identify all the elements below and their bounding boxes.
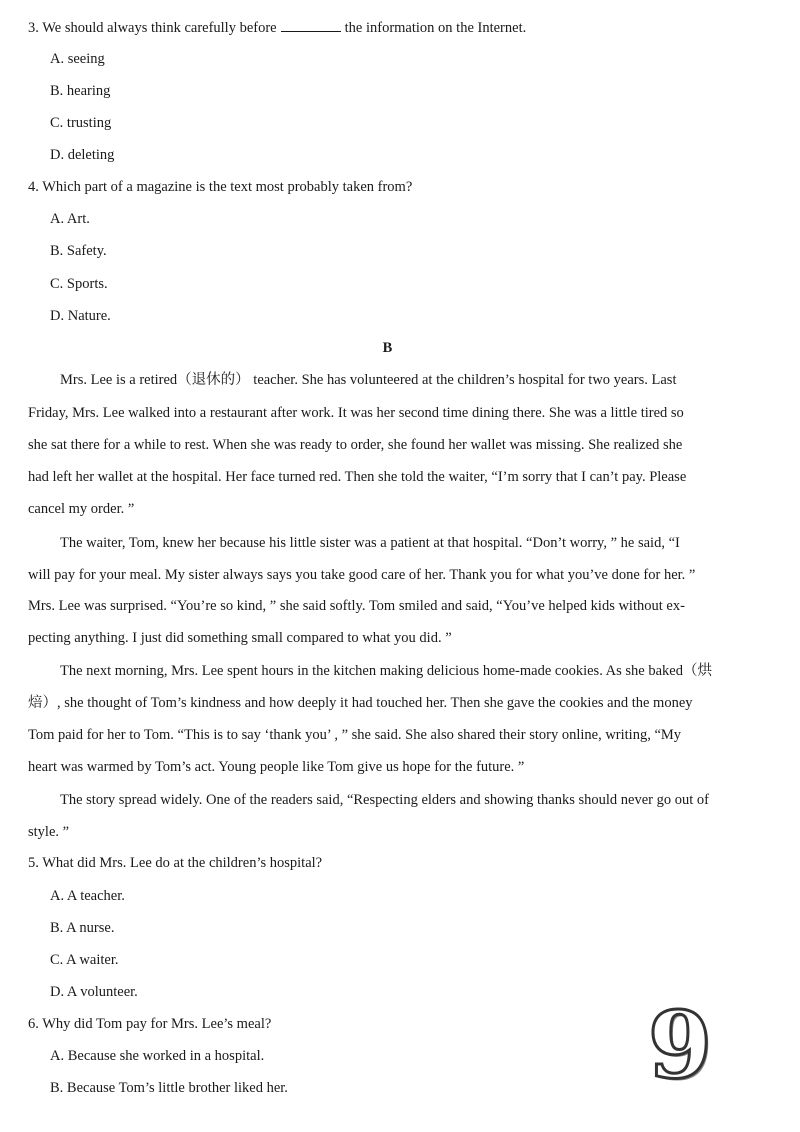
passage-line: The next morning, Mrs. Lee spent hours in the kitchen making delicious home-made cookies. As she baked（烘 xyxy=(60,663,712,679)
passage-line: she sat there for a while to rest. When she was ready to order, she found her wallet was missing. She realized she xyxy=(28,437,683,453)
section-title: B xyxy=(382,340,393,356)
question-3-stem-end: the information on the Internet. xyxy=(344,20,527,36)
question-3-stem xyxy=(28,17,526,38)
question-4-option-a: A. Art. xyxy=(50,211,90,227)
question-3-stem-start: 3. We should always think carefully before xyxy=(28,20,277,36)
passage-line: The waiter, Tom, knew her because his little sister was a patient at that hospital. “Don’t worry, ” he said, “I xyxy=(60,535,680,551)
answer-blank xyxy=(281,17,341,32)
passage-line: Tom paid for her to Tom. “This is to say ‘thank you’ , ” she said. She also shared their story online, writing, “My xyxy=(28,727,682,743)
passage-line: The story spread widely. One of the readers said, “Respecting elders and showing thanks should never go out of xyxy=(60,792,709,808)
passage-line: had left her wallet at the hospital. Her face turned red. Then she told the waiter, “I’m sorry that I can’t pay. Please xyxy=(28,469,687,485)
passage-line: pecting anything. I just did something small compared to what you did. ” xyxy=(28,630,452,646)
question-6-option-b: B. Because Tom’s little brother liked her. xyxy=(50,1080,288,1096)
question-4-option-b: B. Safety. xyxy=(50,243,107,259)
question-5-option-c: C. A waiter. xyxy=(50,952,119,968)
passage-line: Friday, Mrs. Lee walked into a restaurant after work. It was her second time dining there. She was a little tired so xyxy=(28,405,684,421)
passage-line: cancel my order. ” xyxy=(28,501,135,517)
passage-line: style. ” xyxy=(28,824,70,840)
question-6-option-a: A. Because she worked in a hospital. xyxy=(50,1048,265,1064)
question-5-option-d: D. A volunteer. xyxy=(50,984,138,1000)
question-3-option-d: D. deleting xyxy=(50,147,115,163)
question-4-option-d: D. Nature. xyxy=(50,308,111,324)
question-6-stem: 6. Why did Tom pay for Mrs. Lee’s meal? xyxy=(28,1016,272,1032)
question-4-option-c: C. Sports. xyxy=(50,276,108,292)
passage-line: 焙）, she thought of Tom’s kindness and how deeply it had touched her. Then she gave the cookies and the money xyxy=(28,695,693,711)
question-3-option-b: B. hearing xyxy=(50,83,111,99)
passage-line: Mrs. Lee is a retired（退休的） teacher. She has volunteered at the children’s hospital for two years. Last xyxy=(60,372,677,388)
passage-line: will pay for your meal. My sister always says you take good care of her. Thank you for what you’ve done for her. ” xyxy=(28,567,696,583)
passage-line: Mrs. Lee was surprised. “You’re so kind, ” she said softly. Tom smiled and said, “You’ve helped kids without ex- xyxy=(28,598,685,614)
question-3-option-a: A. seeing xyxy=(50,51,105,67)
question-5-stem: 5. What did Mrs. Lee do at the children’s hospital? xyxy=(28,855,323,871)
question-5-option-a: A. A teacher. xyxy=(50,888,125,904)
question-5-option-b: B. A nurse. xyxy=(50,920,115,936)
passage-line: heart was warmed by Tom’s act. Young people like Tom give us hope for the future. ” xyxy=(28,759,525,775)
question-4-stem: 4. Which part of a magazine is the text most probably taken from? xyxy=(28,179,413,195)
question-3-option-c: C. trusting xyxy=(50,115,112,131)
page-number: 9 xyxy=(648,991,713,1099)
